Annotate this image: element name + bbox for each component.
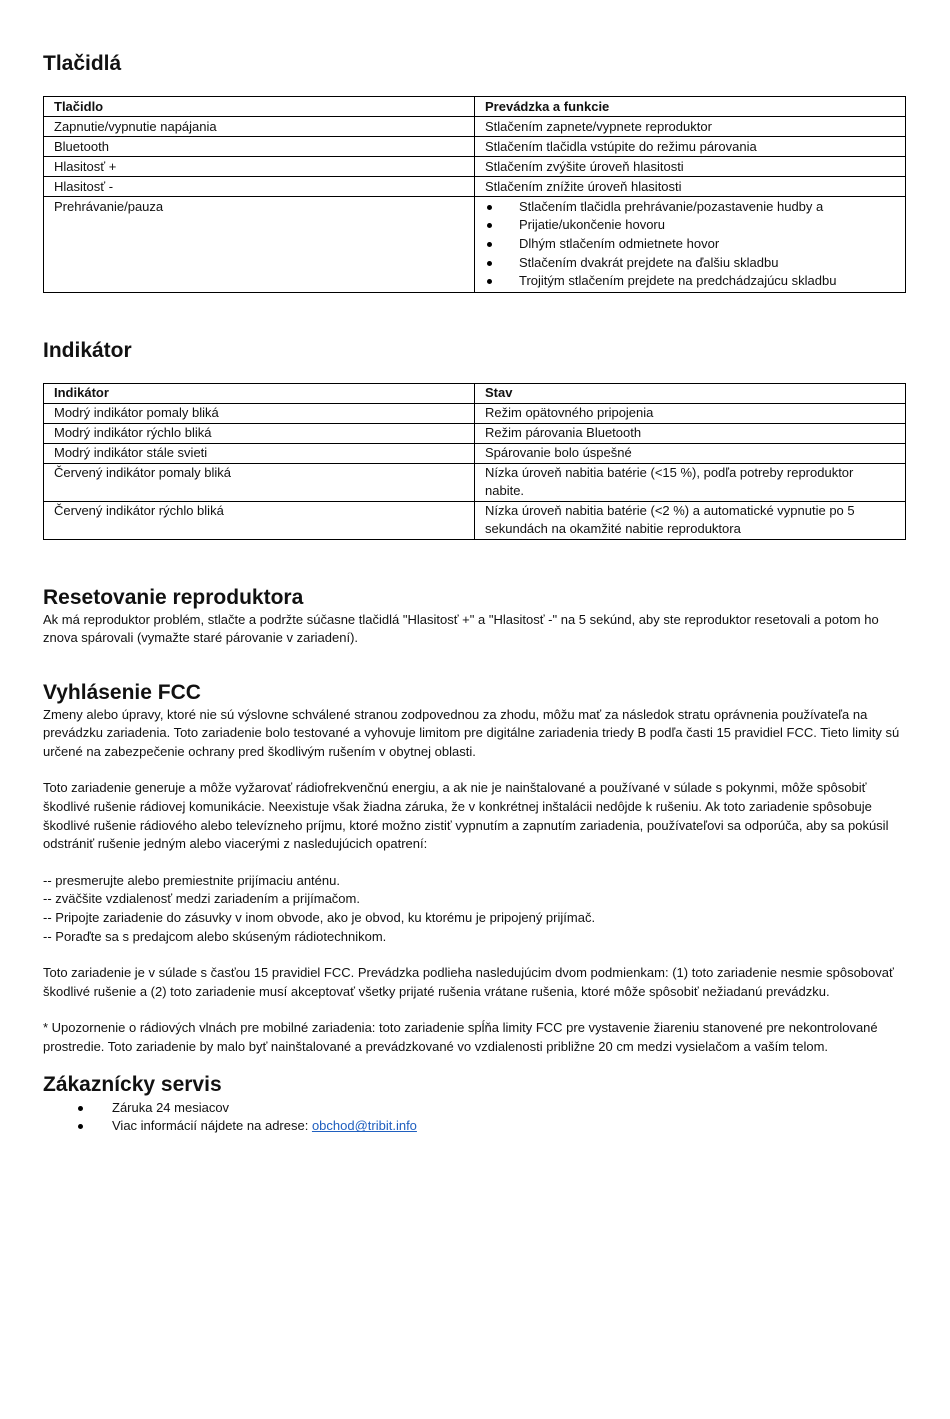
table-header-row	[44, 97, 906, 117]
play-functions-list	[485, 198, 895, 292]
table-row	[44, 403, 906, 423]
fcc-section-title: Vyhlásenie FCC	[43, 680, 201, 704]
indicator-status-cell: Režim párovania Bluetooth	[475, 423, 906, 443]
table-row	[44, 177, 906, 197]
list-item: -- presmerujte alebo premiestnite prijímaciu anténu.	[43, 872, 340, 888]
fcc-paragraph-3: Toto zariadenie je v súlade s časťou 15 pravidiel FCC. Prevádzka podlieha nasledujúcim dvom podmienkam: (1) toto zariadenie nesmie spôsobovať škodlivé rušenie a (2) toto zariadenie musí akceptovať všetky prijaté rušenia vrátane rušenia, ktoré môže spôsobiť nežiadanú prevádzku.	[43, 965, 894, 999]
button-name-cell: Zapnutie/vypnutie napájania	[44, 117, 475, 137]
list-item: -- zväčšite vzdialenosť medzi zariadením a prijímačom.	[43, 891, 360, 907]
list-item: Trojitým stlačením prejdete na predchádzajúcu skladbu	[485, 272, 895, 291]
table-row	[44, 197, 906, 293]
button-name-cell: Hlasitosť +	[44, 157, 475, 177]
indicator-status-cell: Nízka úroveň nabitia batérie (<15 %), podľa potreby reproduktor nabite.	[475, 463, 906, 501]
table-row	[44, 117, 906, 137]
list-item: -- Poraďte sa s predajcom alebo skúseným rádiotechnikom.	[43, 928, 387, 944]
button-name-cell: Hlasitosť -	[44, 177, 475, 197]
list-item: Stlačením dvakrát prejdete na ďalšiu skladbu	[485, 254, 895, 273]
table-row	[44, 443, 906, 463]
service-list	[43, 1099, 906, 1136]
indicator-name-cell: Modrý indikátor stále svieti	[44, 443, 475, 463]
indicator-name-cell: Červený indikátor rýchlo bliká	[44, 501, 475, 539]
email-link[interactable]: obchod@tribit.info	[311, 1118, 417, 1134]
fcc-paragraph-2: Toto zariadenie generuje a môže vyžarovať rádiofrekvenčnú energiu, a ak nie je nainštalované a používané v súlade s pokynmi, môže spôsobiť škodlivé rušenie rádiovej komunikácie. Neexistuje však žiadna záruka, že v konkrétnej inštalácii nedôjde k rušeniu. Ak toto zariadenie spôsobuje škodlivé rušenie rádiového alebo televízneho príjmu, ktoré možno zistiť vypnutím a zapnutím zariadenia, používateľovi sa odporúča, aby sa pokúsil odstrániť rušenie jedným alebo viacerými z nasledujúcich opatrení:	[43, 780, 889, 852]
button-function-cell: Stlačením znížite úroveň hlasitosti	[475, 177, 906, 197]
buttons-table	[43, 96, 906, 293]
header-cell-status: Stav	[475, 383, 906, 403]
list-item: -- Pripojte zariadenie do zásuvky v inom obvode, ako je obvod, ku ktorému je pripojený prijímač.	[43, 910, 596, 926]
buttons-section-title: Tlačidlá	[43, 52, 122, 75]
button-name-cell: Bluetooth	[44, 137, 475, 157]
table-row	[44, 463, 906, 501]
fcc-paragraph-4: * Upozornenie o rádiových vlnách pre mobilné zariadenia: toto zariadenie spĺňa limity FCC pre vystavenie žiareniu stanovené pre nekontrolované prostredie. Toto zariadenie by malo byť nainštalované a prevádzkované vo vzdialenosti približne 20 cm medzi vysielačom a vaším telom.	[43, 1020, 878, 1055]
reset-paragraph: Ak má reproduktor problém, stlačte a podržte súčasne tlačidlá "Hlasitosť +" a "Hlasitosť -" na 5 sekúnd, aby ste reproduktor resetovali a potom ho znova spárovali (vymažte staré párovanie v zariadení).	[43, 611, 879, 646]
table-row	[44, 137, 906, 157]
header-cell-button: Tlačidlo	[44, 97, 475, 117]
button-function-cell: Stlačením tlačidla vstúpite do režimu párovania	[475, 137, 906, 157]
fcc-paragraph-1: Zmeny alebo úpravy, ktoré nie sú výslovne schválené stranou zodpovednou za zhodu, môžu mať za následok stratu oprávnenia používateľa na prevádzku zariadenia. Toto zariadenie bolo testované a vyhovuje limitom pre digitálne zariadenia triedy B podľa časti 15 pravidiel FCC. Tieto limity sú určené na zabezpečenie ochrany pred škodlivým rušením v obytnej oblasti.	[43, 706, 900, 759]
table-row	[44, 423, 906, 443]
table-row	[44, 157, 906, 177]
indicator-name-cell: Modrý indikátor pomaly bliká	[44, 403, 475, 423]
header-cell-indicator: Indikátor	[44, 383, 475, 403]
table-row	[44, 501, 906, 539]
button-name-cell: Prehrávanie/pauza	[44, 197, 475, 293]
list-item	[43, 1099, 906, 1118]
fcc-measures-list	[43, 872, 906, 946]
service-section-title: Zákaznícky servis	[43, 1072, 222, 1096]
indicator-section-title: Indikátor	[43, 338, 132, 362]
list-item: Prijatie/ukončenie hovoru	[485, 216, 895, 235]
document-page	[43, 48, 906, 1136]
indicator-name-cell: Modrý indikátor rýchlo bliká	[44, 423, 475, 443]
list-item: Stlačením tlačidla prehrávanie/pozastavenie hudby a	[485, 198, 895, 217]
indicator-status-cell: Spárovanie bolo úspešné	[475, 443, 906, 463]
warranty-text: Záruka 24 mesiacov	[112, 1099, 230, 1115]
header-cell-function: Prevádzka a funkcie	[475, 97, 906, 117]
indicator-status-cell: Režim opätovného pripojenia	[475, 403, 906, 423]
button-function-cell	[475, 197, 906, 293]
table-header-row	[44, 383, 906, 403]
button-function-cell: Stlačením zapnete/vypnete reproduktor	[475, 117, 906, 137]
reset-section-title: Resetovanie reproduktora	[43, 585, 304, 609]
list-item	[43, 1117, 906, 1136]
info-prefix-text: Viac informácií nájdete na adrese:	[112, 1118, 312, 1134]
indicator-status-cell: Nízka úroveň nabitia batérie (<2 %) a automatické vypnutie po 5 sekundách na okamžité nabitie reproduktora	[475, 501, 906, 539]
list-item: Dlhým stlačením odmietnete hovor	[485, 235, 895, 254]
button-function-cell: Stlačením zvýšite úroveň hlasitosti	[475, 157, 906, 177]
indicator-name-cell: Červený indikátor pomaly bliká	[44, 463, 475, 501]
indicator-table	[43, 383, 906, 540]
